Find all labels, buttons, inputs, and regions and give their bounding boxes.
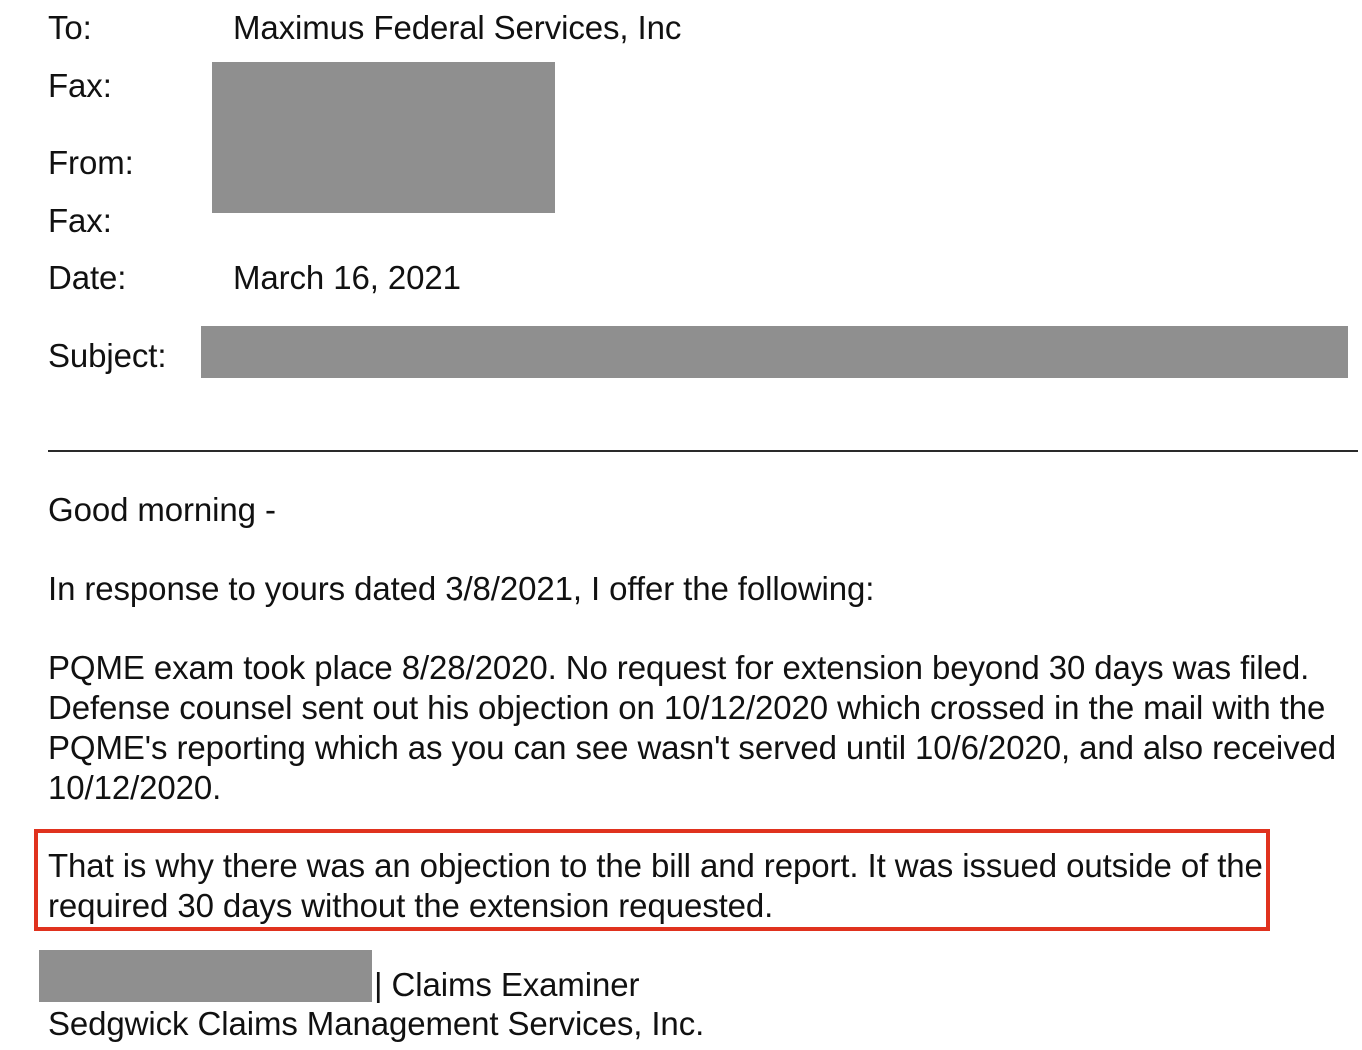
from-label: From:: [48, 144, 134, 181]
intro-line: In response to yours dated 3/8/2021, I offer the following:: [48, 570, 875, 607]
highlighted-line: That is why there was an objection to the bill and report. It was issued outside of the: [48, 847, 1263, 884]
date-label: Date:: [48, 259, 127, 296]
paragraph-line: PQME's reporting which as you can see wasn't served until 10/6/2020, and also received: [48, 729, 1337, 766]
header-divider: [48, 450, 1358, 452]
signature-company: Sedgwick Claims Management Services, Inc.: [48, 1005, 705, 1042]
paragraph-line: PQME exam took place 8/28/2020. No request for extension beyond 30 days was filed.: [48, 649, 1310, 686]
redacted-subject: [201, 326, 1348, 378]
paragraph-line: Defense counsel sent out his objection on 10/12/2020 which crossed in the mail with the: [48, 689, 1326, 726]
signature-title: | Claims Examiner: [374, 966, 640, 1003]
to-label: To:: [48, 9, 92, 46]
greeting: Good morning -: [48, 491, 276, 528]
fax-label: Fax:: [48, 67, 112, 104]
paragraph-line: 10/12/2020.: [48, 769, 222, 806]
redacted-fax-from-block: [212, 62, 555, 213]
to-value: Maximus Federal Services, Inc: [233, 9, 682, 46]
date-value: March 16, 2021: [233, 259, 461, 296]
subject-label: Subject:: [48, 337, 167, 374]
redacted-signature-name: [39, 950, 372, 1002]
highlighted-line: required 30 days without the extension requested.: [48, 887, 774, 924]
from-fax-label: Fax:: [48, 202, 112, 239]
